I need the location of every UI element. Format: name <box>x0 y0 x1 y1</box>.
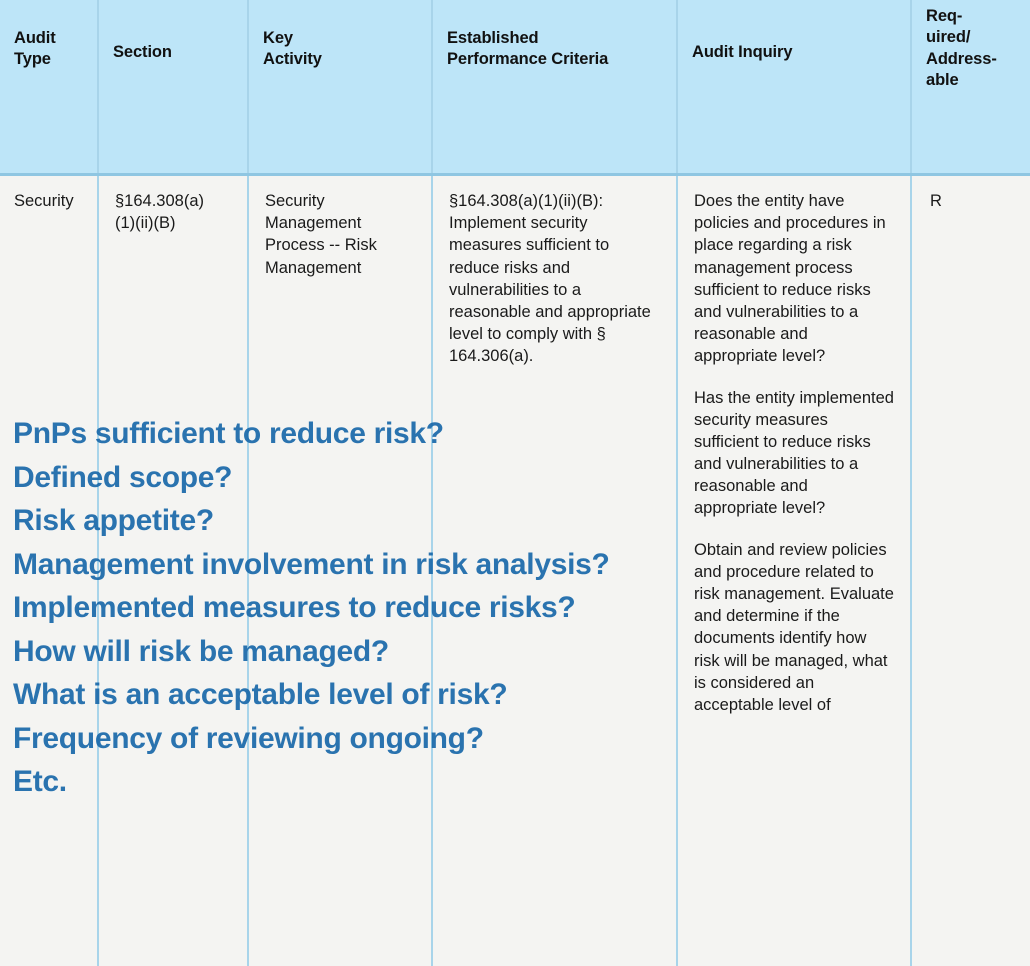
header-line: Activity <box>263 50 322 69</box>
inquiry-paragraph: Has the entity implemented security measures sufficient to reduce risks and vulnerabilities to a reasonable and appropriate level? <box>694 388 894 518</box>
key-activity-value: Security Management Process -- Risk Management <box>265 192 377 277</box>
header-line: Established <box>447 29 539 47</box>
header-line: Section <box>113 43 172 61</box>
column-header-required-addressable <box>911 0 1030 175</box>
header-line: Key <box>263 29 293 47</box>
annotation-line: Frequency of reviewing ongoing? <box>13 721 484 755</box>
cell-section <box>98 175 248 966</box>
column-header-audit-inquiry <box>677 0 911 175</box>
annotation-line: Implemented measures to reduce risks? <box>13 591 576 624</box>
column-header-audit-type <box>0 0 98 175</box>
header-line: Performance Criteria <box>447 50 609 69</box>
inquiry-paragraph: Does the entity have policies and procedures in place regarding a risk management process sufficient to reduce risks and vulnerabilities to a reasonable and appropriate level? <box>694 192 886 366</box>
column-header-key-activity <box>248 0 432 175</box>
cell-established-performance-criteria <box>432 175 677 966</box>
section-value-line: §164.308(a) <box>115 192 204 210</box>
header-line: Address- <box>926 49 997 68</box>
table-body <box>0 175 1030 966</box>
column-header-section <box>98 0 248 175</box>
header-line: uired/ <box>926 28 971 47</box>
table-header <box>0 0 1030 175</box>
header-row <box>0 0 1030 175</box>
table-row <box>0 175 1030 966</box>
criteria-value: §164.308(a)(1)(ii)(B): Implement security measures sufficient to reduce risks and vulnerabilities to a reasonable and appropriate level to comply with § 164.306(a). <box>449 192 651 366</box>
cell-required-addressable <box>911 175 1030 966</box>
audit-type-value: Security <box>14 192 74 210</box>
annotation-line: Risk appetite? <box>13 504 214 537</box>
annotation-line: How will risk be managed? <box>13 634 389 668</box>
annotation-line: PnPs sufficient to reduce risk? <box>13 417 444 450</box>
annotation-line: What is an acceptable level of risk? <box>13 678 508 711</box>
cell-audit-type <box>0 175 98 966</box>
header-line: able <box>926 71 959 90</box>
column-header-established-performance-criteria <box>432 0 677 175</box>
header-line: Audit <box>14 29 56 47</box>
header-line: Type <box>14 50 51 69</box>
annotation-line: Defined scope? <box>13 460 233 494</box>
section-value-line: (1)(ii)(B) <box>115 214 176 233</box>
header-line: Audit Inquiry <box>692 43 793 61</box>
annotation-line: Etc. <box>13 765 67 798</box>
required-addressable-value: R <box>930 192 942 210</box>
cell-audit-inquiry <box>677 175 911 966</box>
annotation-line: Management involvement in risk analysis? <box>13 547 610 581</box>
header-line: Req- <box>926 7 963 25</box>
inquiry-paragraph: Obtain and review policies and procedure related to risk management. Evaluate and determine if the documents identify how risk will be managed, what is considered an acceptable level of <box>694 540 894 714</box>
cell-key-activity <box>248 175 432 966</box>
